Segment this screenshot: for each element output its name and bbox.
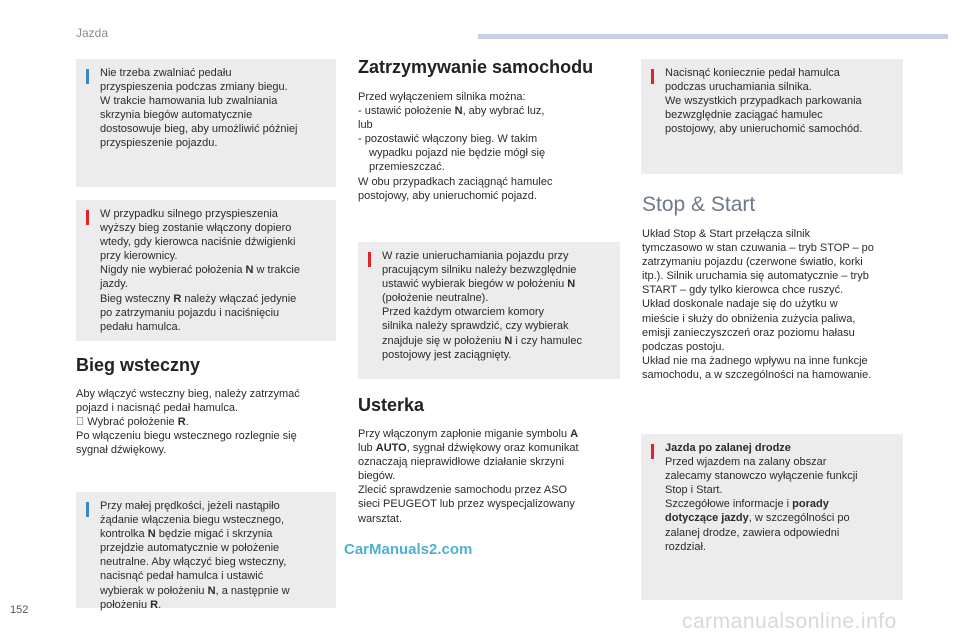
text-line: przejdzie automatycznie w położenie (100, 542, 280, 555)
info-box-low-speed (76, 492, 336, 611)
text-line: przemieszczać. (369, 161, 445, 174)
text-line: neutralne. Aby włączyć bieg wsteczny, (100, 556, 287, 569)
text-line: Układ nie ma żadnego wpływu na inne funkcje (642, 354, 868, 367)
text-line: Układ Stop & Start przełącza silnik (642, 228, 811, 240)
stop-start-text (642, 227, 874, 382)
text-line: Szczegółowe informacje i porady (665, 498, 829, 511)
info-box-gear-shift (76, 59, 336, 187)
text-line: wtedy, gdy kierowca naciśnie dźwigienki (100, 236, 296, 249)
text-line: dostosowuje bieg, aby umożliwić później (100, 123, 298, 136)
text-line: biegów. (358, 470, 396, 483)
warning-icon (651, 444, 654, 459)
text-line: emisji zanieczyszczeń oraz poziomu hałasu (642, 326, 855, 339)
text-line: postojowy jest zaciągnięty. (382, 348, 512, 361)
text-line: nacisnąć pedał hamulca i ustawić (100, 570, 264, 583)
heading-fault: Usterka (358, 395, 425, 415)
info-box-text (100, 66, 326, 151)
reverse-gear-text (76, 387, 300, 457)
text-line: zatrzymaniu pojazdu (czerwone światło, korki (642, 256, 863, 269)
warning-box-text (665, 441, 893, 554)
info-icon (86, 502, 89, 517)
warning-box-text (665, 66, 893, 136)
text-line: itp.). Silnik uruchamia się automatycznie – tryb (642, 270, 869, 283)
text-line: wybierak w położeniu N, a następnie w (100, 584, 290, 597)
warning-icon (651, 69, 654, 84)
text-line: Nie trzeba zwalniać pedału (100, 67, 232, 79)
warning-box-acceleration (76, 200, 336, 341)
text-line: - pozostawić włączony bieg. W takim (358, 133, 538, 146)
text-line: pracującym silniku należy bezwzględnie (382, 264, 577, 277)
text-line: zalecamy stanowczo wyłączenie funkcji (665, 470, 858, 483)
text-line: przyspieszenie pojazdu. (100, 137, 218, 150)
text-line: Przed wjazdem na zalany obszar (665, 456, 827, 469)
text-line: (położenie neutralne). (382, 292, 489, 305)
text-line: rozdział. (665, 540, 706, 553)
warning-icon (368, 252, 371, 267)
text-line: START – gdy tylko kierowca chce ruszyć. (642, 284, 844, 297)
text-line: sieci PEUGEOT lub przez wyspecjalizowany (358, 498, 575, 511)
text-line: ustawić wybierak biegów w położeniu N (382, 278, 576, 291)
text-line: po zatrzymaniu pojazdu i naciśnięciu (100, 306, 280, 319)
text-line: wypadku pojazd nie będzie mógł się (369, 147, 546, 160)
text-line: bezwzględnie zaciągać hamulec (665, 109, 823, 122)
text-line: Jazda po zalanej drodze (665, 442, 791, 454)
text-line: podczas postoju. (642, 340, 725, 353)
text-line: lub AUTO, sygnał dźwiękowy oraz komunikat (358, 442, 579, 455)
text-line: Przed wyłączeniem silnika można: (358, 91, 526, 103)
text-line: Układ doskonale nadaje się do użytku w (642, 298, 838, 311)
text-line: warsztat. (358, 512, 403, 525)
text-line: Bieg wsteczny R należy włączać jedynie (100, 292, 297, 305)
info-icon (86, 69, 89, 84)
text-line: żądanie włączenia biegu wstecznego, (100, 514, 285, 527)
text-line: pojazd i nacisnąć pedał hamulca. (76, 402, 239, 415)
text-line: W przypadku silnego przyspieszenia (100, 208, 278, 220)
text-line: Po włączeniu biegu wstecznego rozlegnie się (76, 430, 297, 443)
text-line: Przed każdym otwarciem komory (382, 306, 544, 319)
text-line: tymczasowo w stan czuwania – tryb STOP – po (642, 242, 874, 255)
text-line: Stop i Start. (665, 484, 723, 497)
text-line: oznaczają nieprawidłowe działanie skrzyni (358, 456, 565, 469)
text-line: wyższy bieg zostanie włączony dopiero (100, 222, 292, 235)
text-line: postojowy, aby unieruchomić pojazd. (358, 189, 537, 202)
section-label: Jazda (76, 26, 109, 40)
text-line: Nigdy nie wybierać położenia N w trakcie (100, 264, 300, 277)
text-line: położeniu R. (100, 598, 162, 611)
warning-box-brake (641, 59, 903, 174)
text-line: Przy małej prędkości, jeżeli nastąpiło (100, 500, 280, 512)
warning-box-text (382, 249, 610, 362)
text-line: przy kierownicy. (100, 250, 178, 263)
text-line: samochodu, a w szczególności na hamowanie. (642, 368, 872, 381)
text-line: W razie unieruchamiania pojazdu przy (382, 250, 569, 262)
text-line: mieście i służy do obniżenia zużycia paliwa, (642, 312, 856, 325)
text-line: dotyczące jazdy, w szczególności po (665, 512, 850, 525)
page-number: 152 (10, 604, 29, 616)
text-line: skrzynia biegów automatycznie (100, 109, 253, 122)
watermark-carmanualsonline: carmanualsonline.info (682, 610, 897, 633)
warning-icon (86, 210, 89, 225)
text-line: Aby włączyć wsteczny bieg, należy zatrzymać (76, 388, 300, 400)
warning-box-text (100, 207, 326, 334)
text-line: znajduje się w położeniu N i czy hamulec (382, 334, 582, 347)
fault-text (358, 427, 579, 526)
text-line: - ustawić położenie N, aby wybrać luz, (358, 105, 545, 118)
text-line: Nacisnąć koniecznie pedał hamulca (665, 67, 840, 79)
heading-reverse-gear: Bieg wsteczny (76, 355, 201, 375)
text-line: Przy włączonym zapłonie miganie symbolu A (358, 428, 579, 440)
text-line: kontrolka N będzie migać i skrzynia (100, 528, 273, 541)
info-box-text (100, 499, 326, 612)
text-line: postojowy, aby unieruchomić samochód. (665, 123, 863, 136)
text-line: pedału hamulca. (100, 320, 181, 333)
warning-box-immobilizing (358, 242, 620, 379)
text-line: W trakcie hamowania lub zwalniania (100, 95, 278, 108)
text-line: przyspieszenia podczas zmiany biegu. (100, 81, 288, 94)
text-line: zalanej drodze, zawiera odpowiedni (665, 526, 840, 539)
text-line: lub (358, 119, 373, 132)
text-line: silnika należy sprawdzić, czy wybierak (382, 320, 569, 333)
header-accent-bar (478, 34, 948, 39)
text-line: jazdy. (100, 278, 128, 291)
text-line: We wszystkich przypadkach parkowania (665, 95, 862, 108)
text-line: Zlecić sprawdzenie samochodu przez ASO (358, 484, 568, 497)
text-line: W obu przypadkach zaciągnąć hamulec (358, 175, 553, 188)
warning-box-flooded-road (641, 434, 903, 600)
heading-stop-start: Stop & Start (642, 193, 756, 216)
stopping-vehicle-text (358, 90, 552, 203)
watermark-carmanuals2[interactable]: CarManuals2.com (344, 541, 473, 558)
text-line: podczas uruchamiania silnika. (665, 81, 812, 94)
text-line: sygnał dźwiękowy. (76, 444, 167, 457)
text-line: Wybrać położenie R. (76, 416, 178, 429)
heading-stopping-vehicle: Zatrzymywanie samochodu (358, 57, 594, 77)
